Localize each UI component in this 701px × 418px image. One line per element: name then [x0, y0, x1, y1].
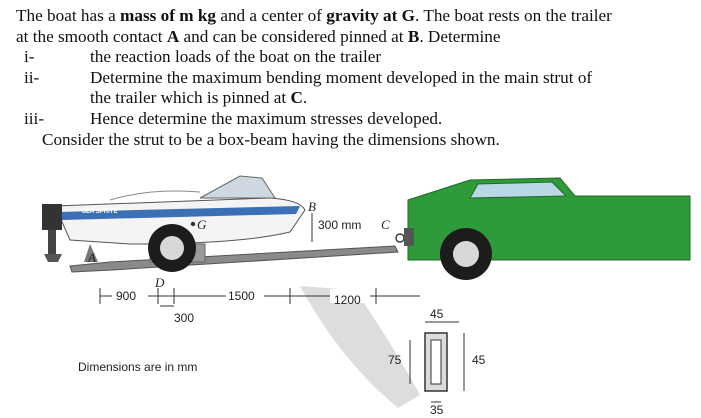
- consider-line: Consider the strut to be a box-beam having the dimensions shown.: [42, 129, 500, 149]
- section-width-top: 45: [430, 307, 444, 321]
- text-fragment: The boat has a: [16, 6, 121, 25]
- trailer-wheel-hub: [160, 236, 184, 260]
- section-width-bottom: 35: [430, 403, 444, 417]
- truck-window: [470, 182, 566, 198]
- outboard-motor: [42, 204, 62, 230]
- item-text: the trailer which is pinned at: [90, 88, 291, 108]
- text-fragment: at the smooth contact: [16, 26, 167, 46]
- boat-deck-line: [110, 191, 200, 200]
- box-beam-inner: [431, 340, 441, 384]
- boat-name: SEA SPRITE: [82, 209, 118, 215]
- truck-bumper: [404, 228, 414, 246]
- item-text: the reaction loads of the boat on the trailer: [90, 47, 382, 67]
- section-height-right: 45: [472, 353, 486, 367]
- outboard-shaft: [48, 230, 56, 256]
- point-c-term: C: [290, 88, 303, 108]
- dim-1500: 1500: [228, 289, 255, 303]
- boat-windshield: [200, 176, 275, 198]
- point-b-term: B: [407, 26, 420, 46]
- dim-300: 300: [174, 311, 195, 325]
- hitch-pin-c: [396, 234, 404, 242]
- item-text: Hence determine the maximum stresses developed.: [90, 108, 443, 128]
- label-d: D: [155, 275, 165, 290]
- text-fragment: and a center of: [216, 6, 327, 25]
- label-b: B: [308, 199, 316, 214]
- text-fragment: .: [302, 88, 308, 108]
- truck-wheel-hub: [453, 241, 479, 267]
- item-number: ii-: [24, 67, 40, 87]
- dim-1200: 1200: [334, 293, 361, 307]
- text-fragment: . The boat rests on the trailer: [415, 6, 612, 25]
- item-number: i-: [24, 47, 35, 67]
- point-a-term: A: [166, 26, 180, 46]
- label-c: C: [381, 217, 390, 232]
- label-a: A: [88, 250, 96, 265]
- mass-term: mass of m kg: [120, 6, 217, 25]
- text-fragment: . Determine: [419, 26, 501, 46]
- section-height-left: 75: [388, 353, 402, 367]
- dimensions-note: Dimensions are in mm: [78, 360, 198, 374]
- dim-900: 900: [116, 289, 137, 303]
- text-fragment: and can be considered pinned at: [179, 26, 408, 46]
- dim-300mm: 300 mm: [318, 218, 362, 232]
- item-number: iii-: [24, 108, 45, 128]
- trailer-main-strut: [70, 246, 398, 272]
- label-g: G: [197, 217, 207, 232]
- outboard-prop: [44, 254, 62, 262]
- item-text: Determine the maximum bending moment developed in the main strut of: [90, 67, 593, 87]
- gravity-term: gravity at G: [326, 6, 416, 25]
- center-of-gravity-point: [191, 222, 195, 226]
